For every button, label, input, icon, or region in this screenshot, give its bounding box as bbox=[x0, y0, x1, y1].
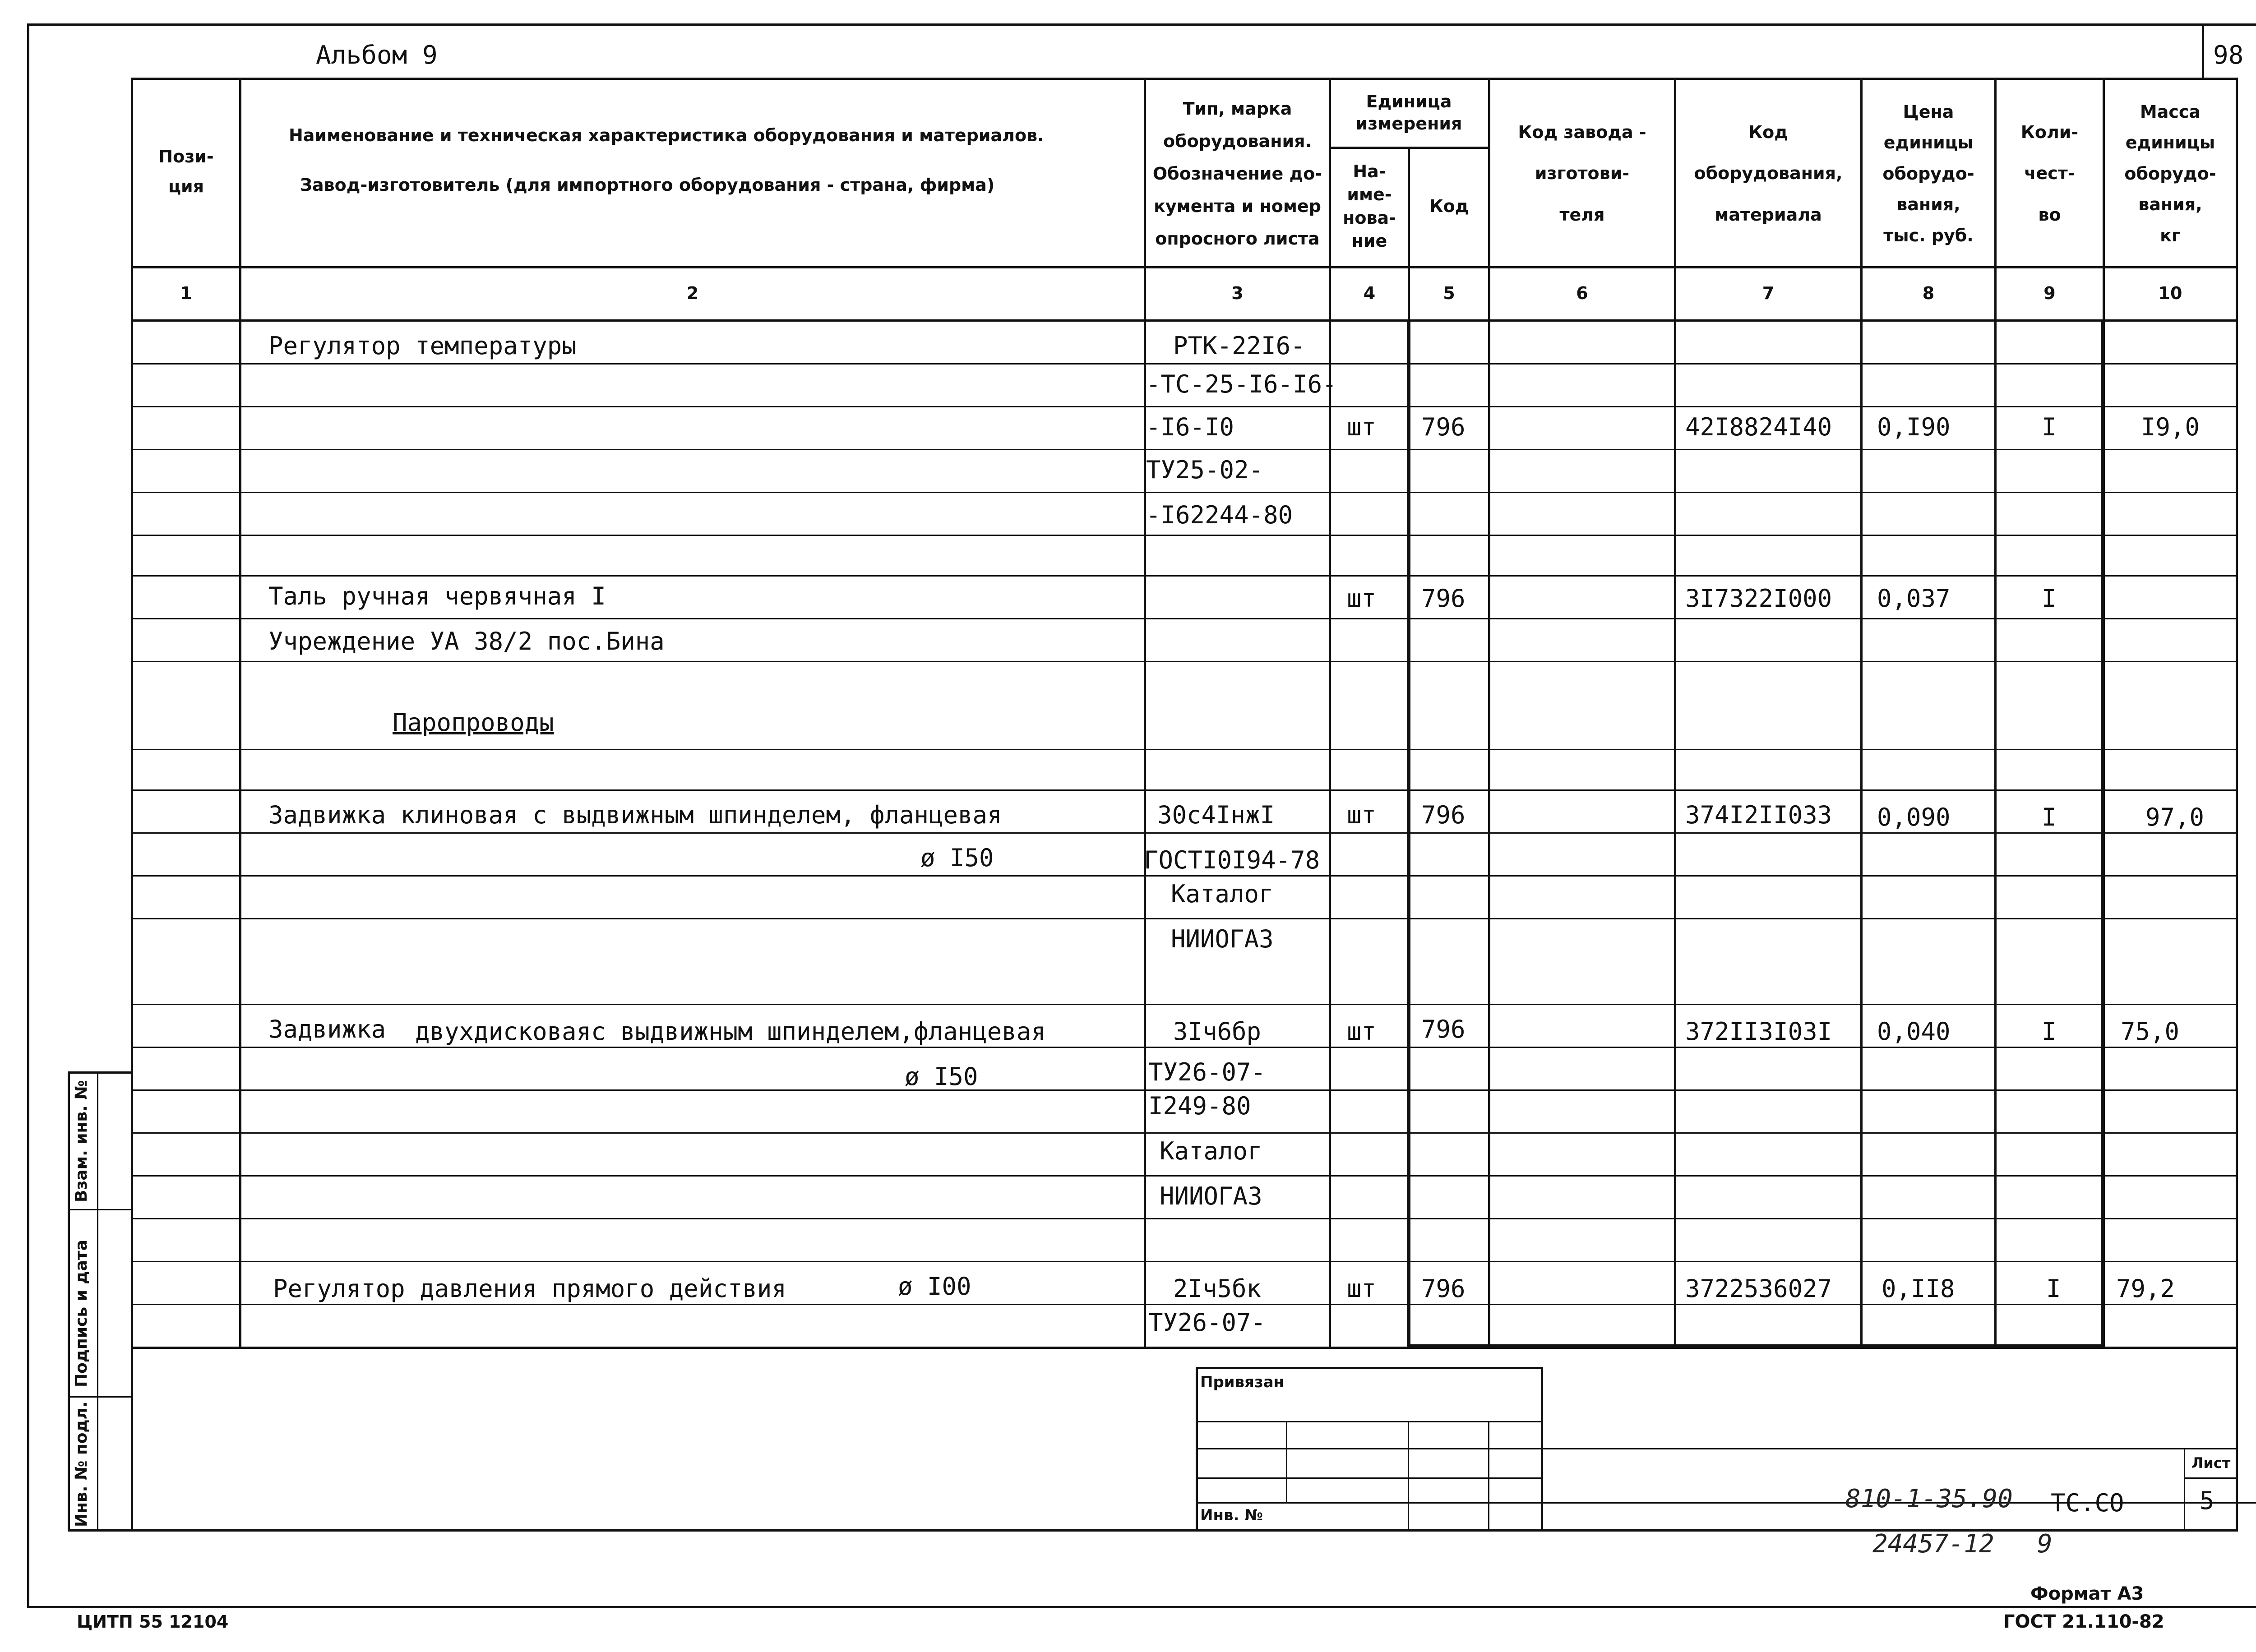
stamp-privyazan: Привязан bbox=[1200, 1373, 1285, 1392]
col-number: 7 bbox=[1762, 283, 1775, 303]
item-qty: I bbox=[2046, 1274, 2061, 1303]
row-line bbox=[131, 575, 2238, 577]
col-header-equip-code: Код оборудования, материала bbox=[1694, 122, 1843, 225]
row-line bbox=[131, 1089, 2238, 1091]
side-strip-left bbox=[68, 1071, 70, 1530]
item-dn: ø I50 bbox=[905, 1062, 978, 1091]
row-line bbox=[131, 875, 2238, 877]
item-unit-code: 796 bbox=[1421, 801, 1465, 829]
item-type: 2Iч5бк bbox=[1173, 1274, 1262, 1303]
item-price: 0,037 bbox=[1877, 584, 1951, 613]
item-unit: шт bbox=[1347, 413, 1377, 441]
col-header-price: Цена единицы оборудо- вания, тыс. руб. bbox=[1882, 102, 1974, 245]
stamp-row bbox=[1196, 1421, 1543, 1422]
item-dn: ø I50 bbox=[920, 844, 994, 872]
row-line bbox=[131, 918, 2238, 919]
row-line bbox=[131, 406, 2238, 407]
side-strip-row bbox=[68, 1209, 131, 1210]
col-header-unit-code: Код bbox=[1429, 196, 1469, 217]
item-type: ТУ26-07- bbox=[1148, 1058, 1266, 1086]
table-top bbox=[131, 78, 2238, 80]
row-line bbox=[131, 1004, 2238, 1005]
item-equip-code: 372II3I03I bbox=[1685, 1017, 1832, 1046]
item-type: НИИОГАЗ bbox=[1160, 1182, 1262, 1210]
item-mass: I9,0 bbox=[2141, 413, 2200, 441]
stamp-list-label: Лист bbox=[2191, 1454, 2231, 1472]
item-unit: шт bbox=[1347, 1017, 1377, 1046]
col-header-mass: Масса единицы оборудо- вания, кг bbox=[2124, 102, 2216, 245]
side-label-inv-podl: Инв. № подл. bbox=[72, 1401, 91, 1527]
item-type: РТК-22I6- bbox=[1173, 332, 1305, 360]
col-header-unit-name: На- име- нова- ние bbox=[1343, 161, 1396, 251]
bold-box-left bbox=[1407, 319, 1410, 1348]
item-equip-code: 3722536027 bbox=[1685, 1274, 1832, 1303]
item-mass: 79,2 bbox=[2116, 1274, 2175, 1303]
row-line bbox=[131, 535, 2238, 536]
stamp-col bbox=[1488, 1421, 1489, 1529]
row-line bbox=[131, 1218, 2238, 1219]
col-number: 1 bbox=[180, 283, 192, 303]
item-name: Регулятор давления прямого действия bbox=[273, 1274, 786, 1303]
item-qty: I bbox=[2042, 413, 2057, 441]
stamp-list-number: 5 bbox=[2200, 1486, 2214, 1515]
frame-bottom bbox=[27, 1606, 2256, 1608]
stamp-col bbox=[1286, 1421, 1287, 1502]
item-type: -I6-I0 bbox=[1146, 413, 1234, 441]
item-type: Каталог bbox=[1160, 1137, 1262, 1165]
side-label-podpis: Подпись и дата bbox=[72, 1240, 91, 1387]
row-line bbox=[131, 363, 2238, 365]
col-number: 9 bbox=[2043, 283, 2056, 303]
item-type: -I62244-80 bbox=[1146, 501, 1293, 529]
row-line bbox=[131, 1304, 2238, 1305]
row-line bbox=[131, 449, 2238, 450]
col-number: 10 bbox=[2158, 283, 2182, 303]
item-price: 0,090 bbox=[1877, 803, 1951, 831]
row-line bbox=[131, 1175, 2238, 1177]
col-header-type: Тип, марка оборудования. Обозначение до- кумента и номер опросного листа bbox=[1152, 98, 1322, 249]
item-unit: шт bbox=[1347, 801, 1377, 829]
list-box-left bbox=[2184, 1448, 2185, 1529]
item-type: НИИОГАЗ bbox=[1171, 925, 1274, 953]
item-price: 0,I90 bbox=[1877, 413, 1951, 441]
section-heading: Паропроводы bbox=[393, 708, 554, 737]
list-box-mid bbox=[2184, 1477, 2238, 1479]
item-type: ТУ26-07- bbox=[1148, 1308, 1266, 1337]
item-name: двухдисковая bbox=[415, 1017, 592, 1046]
item-type: 3Iч6бр bbox=[1173, 1017, 1262, 1046]
item-name: Задвижка клиновая с выдвижным шпинделем, фланцевая bbox=[268, 801, 1002, 829]
album-title: Альбом 9 bbox=[316, 41, 438, 70]
item-unit: шт bbox=[1347, 584, 1377, 613]
frame-top bbox=[27, 23, 2256, 26]
col-header-qty: Коли- чест- во bbox=[2020, 122, 2079, 225]
item-type: Каталог bbox=[1171, 880, 1274, 908]
col-header-position: Пози- ция bbox=[158, 146, 214, 196]
item-type: I249-80 bbox=[1148, 1092, 1251, 1120]
col-number: 5 bbox=[1443, 283, 1455, 303]
footer-gost: ГОСТ 21.110-82 bbox=[2003, 1611, 2164, 1632]
row-line bbox=[131, 1132, 2238, 1134]
stamp-row bbox=[1196, 1448, 1543, 1449]
col-number: 8 bbox=[1922, 283, 1935, 303]
item-qty: I bbox=[2042, 584, 2057, 613]
row-line bbox=[131, 661, 2238, 662]
side-strip-row bbox=[68, 1396, 131, 1398]
row-line bbox=[131, 618, 2238, 619]
item-name: с выдвижным шпинделем,фланцевая bbox=[591, 1017, 1046, 1046]
number-row-bottom bbox=[131, 319, 2238, 322]
col-header-name-line2: Завод-изготовитель (для импортного оборудования - страна, фирма) bbox=[300, 175, 995, 195]
item-unit-code: 796 bbox=[1421, 413, 1465, 441]
item-mass: 75,0 bbox=[2121, 1017, 2180, 1046]
stamp-ext bbox=[1541, 1448, 2238, 1449]
item-equip-code: 3I7322I000 bbox=[1685, 584, 1832, 613]
item-dn: ø I00 bbox=[898, 1272, 971, 1301]
row-line bbox=[131, 1261, 2238, 1262]
item-price: 0,040 bbox=[1877, 1017, 1951, 1046]
col-number: 6 bbox=[1576, 283, 1588, 303]
row-line bbox=[131, 832, 2238, 834]
item-price: 0,II8 bbox=[1882, 1274, 1955, 1303]
col-header-unit-group: Единица измерения bbox=[1355, 91, 1462, 134]
item-name: Регулятор температуры bbox=[268, 332, 577, 360]
item-unit: шт bbox=[1347, 1274, 1377, 1303]
item-unit-code: 796 bbox=[1421, 584, 1465, 613]
item-type: -ТС-25-I6-I6- bbox=[1146, 370, 1337, 398]
side-label-vzam: Взам. инв. № bbox=[72, 1080, 91, 1202]
bold-box-right bbox=[2101, 319, 2104, 1348]
footer-format: Формат А3 bbox=[2030, 1583, 2144, 1604]
item-name: Таль ручная червячная I bbox=[268, 582, 606, 610]
table-right bbox=[2236, 78, 2238, 1530]
stamp-top bbox=[1196, 1367, 1543, 1369]
stamp-inv-no: Инв. № bbox=[1200, 1506, 1263, 1525]
sheet-corner-number: 98 bbox=[2213, 41, 2244, 70]
stamp-doc-mark: ТС.СО bbox=[2051, 1489, 2124, 1517]
item-type: 30с4IнжI bbox=[1157, 801, 1275, 829]
item-equip-code: 374I2II033 bbox=[1685, 801, 1832, 829]
frame-left bbox=[27, 23, 29, 1607]
side-strip-mid bbox=[97, 1071, 98, 1530]
stamp-row bbox=[1196, 1477, 1543, 1479]
item-qty: I bbox=[2042, 1017, 2057, 1046]
corner-box-left bbox=[2202, 23, 2204, 80]
row-line bbox=[131, 1047, 2238, 1048]
item-type: ГОСТI0I94-78 bbox=[1144, 846, 1320, 874]
col-header-plant-code: Код завода - изготови- теля bbox=[1518, 122, 1646, 225]
bold-box-bottom bbox=[1407, 1344, 2104, 1348]
item-name: Задвижка bbox=[268, 1015, 386, 1043]
handwritten-number-2: 9 bbox=[2037, 1529, 2053, 1559]
item-equip-code: 42I8824I40 bbox=[1685, 413, 1832, 441]
side-strip-top bbox=[68, 1071, 131, 1074]
row-line bbox=[131, 789, 2238, 791]
stamp-doc-code: 810-1-35.90 bbox=[1845, 1484, 2013, 1514]
row-line bbox=[131, 749, 2238, 750]
item-qty: I bbox=[2042, 803, 2057, 831]
col-header-name-line1: Наименование и техническая характеристика оборудования и материалов. bbox=[289, 125, 1044, 145]
handwritten-number: 24457-12 bbox=[1872, 1529, 1994, 1559]
col-number: 3 bbox=[1231, 283, 1244, 303]
item-note: Учреждение УА 38/2 пос.Бина bbox=[268, 627, 665, 655]
item-mass: 97,0 bbox=[2145, 803, 2205, 831]
col-number: 2 bbox=[686, 283, 699, 303]
item-unit-code: 796 bbox=[1421, 1015, 1465, 1043]
col-number: 4 bbox=[1363, 283, 1376, 303]
footer-left-code: ЦИТП 55 12104 bbox=[77, 1611, 229, 1632]
row-line bbox=[131, 492, 2238, 493]
item-unit-code: 796 bbox=[1421, 1274, 1465, 1303]
item-type: ТУ25-02- bbox=[1146, 456, 1264, 484]
stamp-col bbox=[1408, 1421, 1409, 1529]
